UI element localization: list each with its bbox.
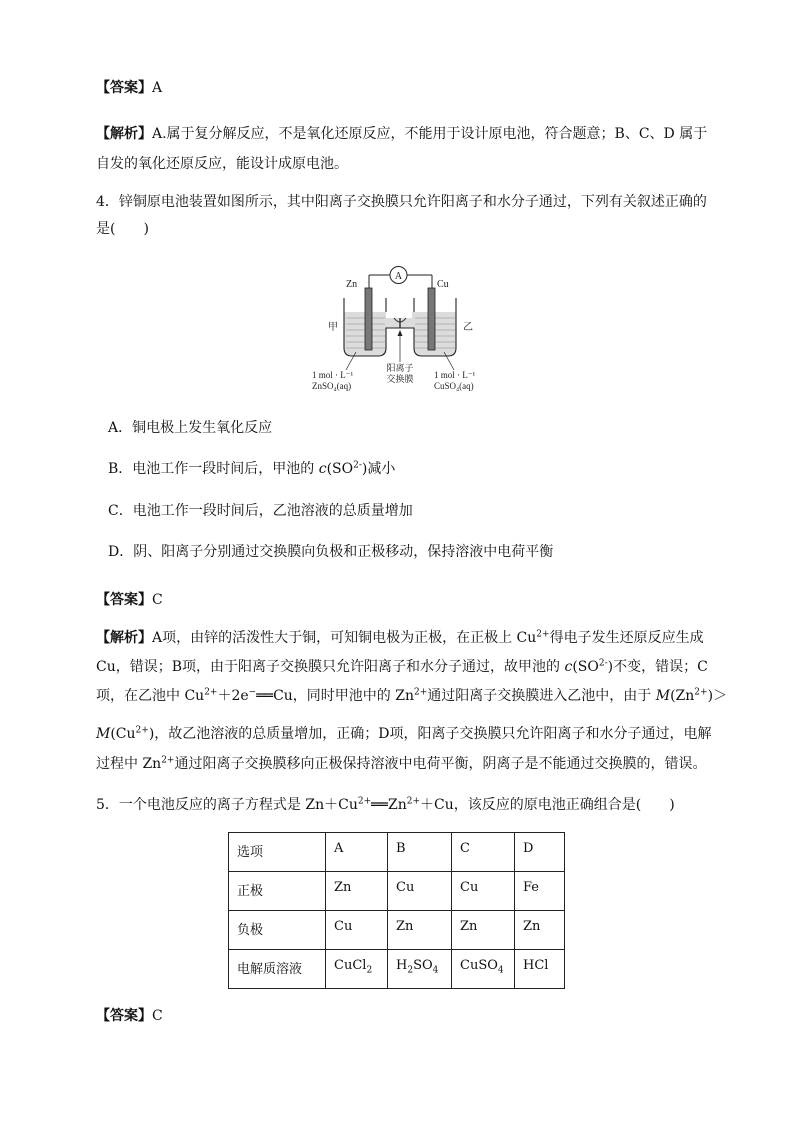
cu-electrode [428,288,435,350]
answer-tag: 【答案】 [96,80,152,96]
zn-label: Zn [346,279,358,290]
explanation-line [96,154,348,174]
explanation-line: 【解析】A项，由锌的活泼性大于铜，可知铜电极为正极，在正极上 $Cu^{2+}$得电子发生还原反应生成 [96,629,704,646]
explanation-line: $M(Cu^{2+})$，故乙池溶液的总质量增加，正确；D项，阳离子交换膜只允许阳离子和水分子通过，电解 [96,725,712,742]
membrane-label-2: 交换膜 [386,374,414,384]
explanation-line: 项，在乙池中 $Cu^{2+}+2e^-══Cu$，同时甲池中的 $Zn^{2+}$通过阳离子交换膜进入乙池中，由于 $M(Zn^{2+})>$ [96,687,728,704]
left-concentration: 1 mol · L⁻¹ [312,370,354,380]
membrane-label-1: 阳离子 [386,363,414,373]
option-a: A．铜电极上发生氧化反应 [108,420,273,436]
answer-value: C [152,1008,163,1024]
question-4-stem: 是( ) [96,221,149,237]
right-solution: CuSO₄(aq) [434,381,474,391]
galvanic-cell-diagram [308,262,494,398]
cell-left-label: 甲 [328,322,338,333]
question-5-stem: 5．一个电池反应的离子方程式是 $Zn+Cu^{2+}══Zn^{2+}+Cu$，该反应的原电池正确组合是( ) [96,796,675,813]
right-concentration: 1 mol · L⁻¹ [434,370,476,380]
cu-label: Cu [437,279,449,290]
table-row: 选项 A B C D [229,833,565,872]
table-row: 负极 Cu Zn Zn Zn [229,911,565,950]
answer-tag: 【答案】 [96,592,152,608]
answer-tag: 【答案】 [96,1008,152,1024]
ammeter-label: A [394,271,403,282]
answer-value: A [152,80,163,96]
explanation-line [96,124,707,144]
explanation-tag: 【解析】 [96,126,152,142]
arrow-up-icon [398,330,403,336]
answer-line [96,1006,163,1026]
explanation-text: 自发的氧化还原反应，能设计成原电池。 [96,156,348,172]
answer-value: C [152,592,163,608]
explanation-line: Cu，错误；B项，由于阳离子交换膜只允许阳离子和水分子通过，故甲池的 $c(SO^{2-})$不变，错误；C [96,658,708,675]
question-4-stem: 4．锌铜原电池装置如图所示，其中阳离子交换膜只允许阳离子和水分子通过，下列有关叙述正确的 [96,194,707,210]
table-row: 正极 Zn Cu Cu Fe [229,872,565,911]
answer-line [96,78,162,98]
option-b: B．电池工作一段时间后，甲池的 $c(SO^{2-})$减小 [108,460,396,477]
options-table [228,832,565,989]
left-solution: ZnSO₄(aq) [312,381,352,391]
table-row: 电解质溶液 CuCl$_2$ $H_2SO_4$ CuSO$_4$ HCl [229,950,565,989]
explanation-text: A.属于复分解反应，不是氧化还原反应，不能用于设计原电池，符合题意；B、C、D 属于 [152,126,708,142]
option-c: C．电池工作一段时间后，乙池溶液的总质量增加 [108,503,413,519]
zn-electrode [365,288,372,350]
option-d: D．阴、阳离子分别通过交换膜向负极和正极移动，保持溶液中电荷平衡 [108,544,554,560]
cell-right-label: 乙 [463,322,473,333]
explanation-line: 过程中 $Zn^{2+}$通过阳离子交换膜移向正极保持溶液中电荷平衡，阴离子是不能通过交换膜的，错误。 [96,755,707,772]
answer-line [96,590,163,610]
